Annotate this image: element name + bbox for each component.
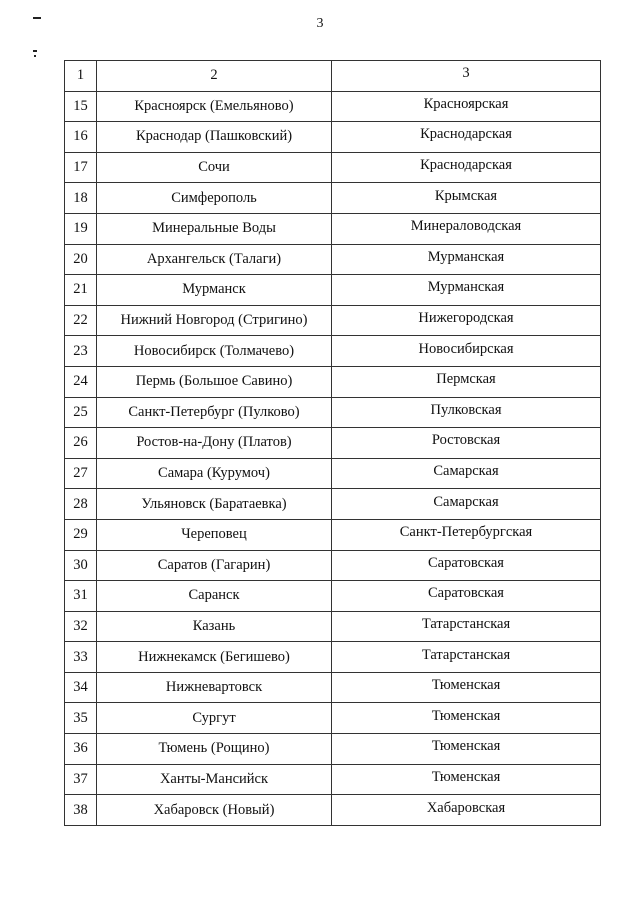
row-number-cell: 19: [65, 213, 97, 244]
region-name-cell: Краснодарская: [332, 122, 601, 153]
airport-name-cell: Череповец: [97, 519, 332, 550]
table-row: [65, 458, 601, 489]
region-name-cell: Крымская: [332, 183, 601, 214]
table-row: [65, 642, 601, 673]
region-name-cell: Ростовская: [332, 428, 601, 459]
airport-name-cell: Тюмень (Рощино): [97, 734, 332, 765]
region-name-cell: Пермская: [332, 366, 601, 397]
table-row: [65, 305, 601, 336]
table-row: [65, 734, 601, 765]
airport-name-cell: Саратов (Гагарин): [97, 550, 332, 581]
table-row: [65, 275, 601, 306]
airport-name-cell: Симферополь: [97, 183, 332, 214]
airport-name-cell: Казань: [97, 611, 332, 642]
airport-name-cell: Сургут: [97, 703, 332, 734]
region-name-cell: Новосибирская: [332, 336, 601, 367]
airport-name-cell: Ханты-Мансийск: [97, 764, 332, 795]
row-number-cell: 26: [65, 428, 97, 459]
header-cell-3: 3: [332, 61, 601, 92]
table-row: [65, 550, 601, 581]
table-body: [65, 61, 601, 826]
region-name-cell: Красноярская: [332, 91, 601, 122]
data-table: [64, 60, 601, 826]
row-number-cell: 27: [65, 458, 97, 489]
row-number-cell: 34: [65, 672, 97, 703]
row-number-cell: 20: [65, 244, 97, 275]
row-number-cell: 21: [65, 275, 97, 306]
region-name-cell: Краснодарская: [332, 152, 601, 183]
airport-name-cell: Саранск: [97, 581, 332, 612]
row-number-cell: 23: [65, 336, 97, 367]
region-name-cell: Мурманская: [332, 244, 601, 275]
row-number-cell: 15: [65, 91, 97, 122]
row-number-cell: 25: [65, 397, 97, 428]
table-row: [65, 764, 601, 795]
table-row: [65, 366, 601, 397]
table-row: [65, 795, 601, 826]
region-name-cell: Пулковская: [332, 397, 601, 428]
row-number-cell: 33: [65, 642, 97, 673]
airport-name-cell: Новосибирск (Толмачево): [97, 336, 332, 367]
airport-name-cell: Хабаровск (Новый): [97, 795, 332, 826]
airport-name-cell: Минеральные Воды: [97, 213, 332, 244]
header-cell-1: 1: [65, 61, 97, 92]
scan-mark: [33, 50, 37, 52]
table-row: [65, 672, 601, 703]
region-name-cell: Татарстанская: [332, 611, 601, 642]
region-name-cell: Нижегородская: [332, 305, 601, 336]
table-row: [65, 581, 601, 612]
airport-name-cell: Пермь (Большое Савино): [97, 366, 332, 397]
region-name-cell: Минераловодская: [332, 213, 601, 244]
region-name-cell: Саратовская: [332, 550, 601, 581]
table-row: [65, 183, 601, 214]
airport-name-cell: Красноярск (Емельяново): [97, 91, 332, 122]
airport-name-cell: Нижневартовск: [97, 672, 332, 703]
airport-name-cell: Нижний Новгород (Стригино): [97, 305, 332, 336]
row-number-cell: 24: [65, 366, 97, 397]
row-number-cell: 29: [65, 519, 97, 550]
region-name-cell: Татарстанская: [332, 642, 601, 673]
table-row: [65, 489, 601, 520]
row-number-cell: 28: [65, 489, 97, 520]
airport-name-cell: Мурманск: [97, 275, 332, 306]
table-header-row: [65, 61, 601, 92]
table-row: [65, 213, 601, 244]
region-name-cell: Саратовская: [332, 581, 601, 612]
airport-name-cell: Санкт-Петербург (Пулково): [97, 397, 332, 428]
row-number-cell: 18: [65, 183, 97, 214]
airport-name-cell: Самара (Курумоч): [97, 458, 332, 489]
airport-name-cell: Архангельск (Талаги): [97, 244, 332, 275]
region-name-cell: Мурманская: [332, 275, 601, 306]
row-number-cell: 31: [65, 581, 97, 612]
table-row: [65, 152, 601, 183]
row-number-cell: 37: [65, 764, 97, 795]
row-number-cell: 32: [65, 611, 97, 642]
table-row: [65, 703, 601, 734]
airport-name-cell: Нижнекамск (Бегишево): [97, 642, 332, 673]
scan-mark: [34, 55, 36, 57]
page-number: 3: [316, 16, 324, 31]
row-number-cell: 36: [65, 734, 97, 765]
table-row: [65, 428, 601, 459]
row-number-cell: 17: [65, 152, 97, 183]
region-name-cell: Тюменская: [332, 734, 601, 765]
table-row: [65, 91, 601, 122]
row-number-cell: 16: [65, 122, 97, 153]
region-name-cell: Тюменская: [332, 703, 601, 734]
region-name-cell: Тюменская: [332, 764, 601, 795]
table-row: [65, 336, 601, 367]
airport-name-cell: Ульяновск (Баратаевка): [97, 489, 332, 520]
region-name-cell: Хабаровская: [332, 795, 601, 826]
region-name-cell: Тюменская: [332, 672, 601, 703]
row-number-cell: 35: [65, 703, 97, 734]
row-number-cell: 38: [65, 795, 97, 826]
table-row: [65, 611, 601, 642]
row-number-cell: 30: [65, 550, 97, 581]
table-row: [65, 244, 601, 275]
table-row: [65, 397, 601, 428]
region-name-cell: Самарская: [332, 489, 601, 520]
airport-name-cell: Краснодар (Пашковский): [97, 122, 332, 153]
airport-name-cell: Ростов-на-Дону (Платов): [97, 428, 332, 459]
header-cell-2: 2: [97, 61, 332, 92]
region-name-cell: Самарская: [332, 458, 601, 489]
airport-name-cell: Сочи: [97, 152, 332, 183]
table-row: [65, 122, 601, 153]
region-name-cell: Санкт-Петербургская: [332, 519, 601, 550]
table-row: [65, 519, 601, 550]
row-number-cell: 22: [65, 305, 97, 336]
